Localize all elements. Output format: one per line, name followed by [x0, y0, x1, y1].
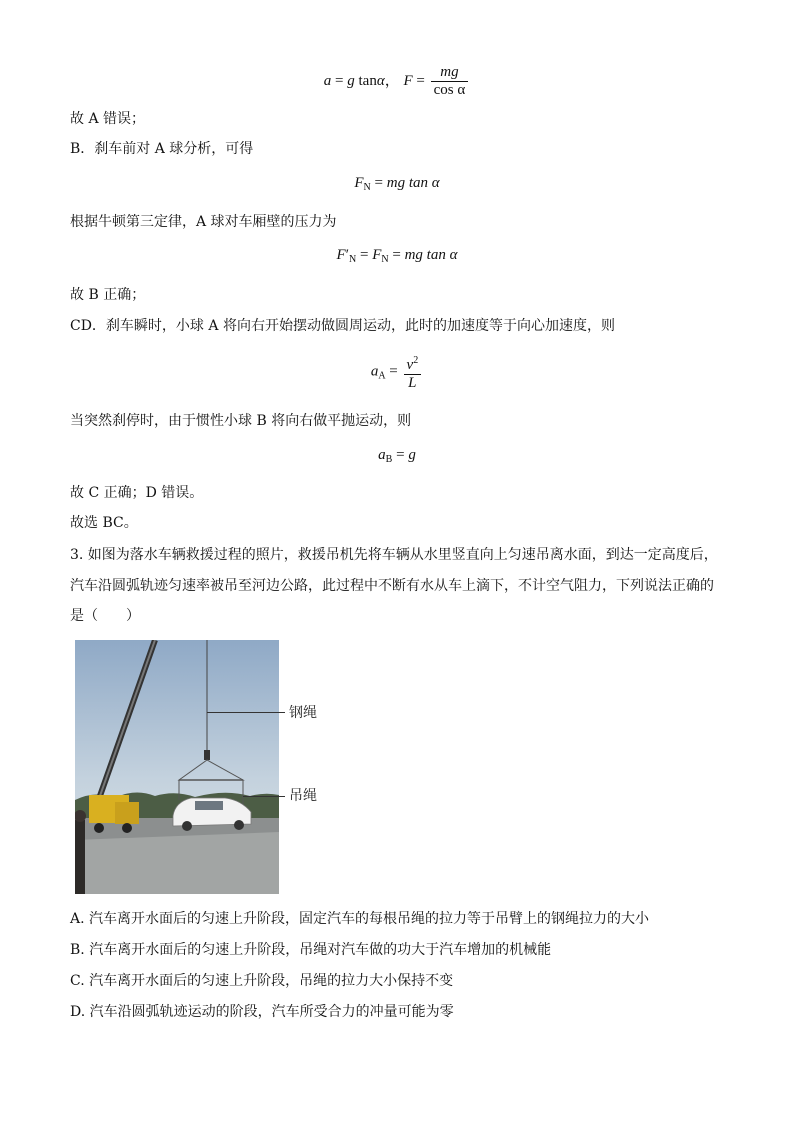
fraction-mg-over-cos: $\frac{mg}{\text{cos α}}$	[431, 64, 469, 99]
callout-line-steel	[207, 712, 285, 713]
formula-pressure-force: $F'_N = F_N$ = mg tan α	[336, 247, 458, 265]
option-b: B. 汽车离开水面后的匀速上升阶段，吊绳对汽车做的功大于汽车增加的机械能	[70, 942, 552, 958]
text-line-4: 故 B 正确；	[70, 287, 146, 303]
formula-acceleration-force: a = g tanα， F = $\frac{mg}{\text{cos α}}$	[0, 64, 794, 99]
question-line-3: 是（ ）	[70, 608, 140, 624]
text-line-5: CD．刹车瞬时，小球 A 将向右开始摆动做圆周运动，此时的加速度等于向心加速度，则	[70, 318, 615, 334]
label-sling: 吊绳	[289, 788, 317, 804]
text-line-7: 故 C 正确；D 错误。	[70, 485, 204, 501]
option-d: D. 汽车沿圆弧轨迹运动的阶段，汽车所受合力的冲量可能为零	[70, 1004, 454, 1020]
label-steel-cable: 钢绳	[289, 705, 317, 721]
question-line-2: 汽车沿圆弧轨迹匀速率被吊至河边公路，此过程中不断有水从车上滴下，不计空气阻力，下列说法正确的	[70, 578, 714, 594]
text-line-3: 根据牛顿第三定律，A 球对车厢壁的压力为	[70, 214, 337, 230]
fraction-v2-over-L: $\frac{v^2}{L}$	[404, 352, 422, 392]
option-c: C. 汽车离开水面后的匀速上升阶段，吊绳的拉力大小保持不变	[70, 973, 454, 989]
question-line-1: 3. 如图为落水车辆救援过程的照片，救援吊机先将车辆从水里竖直向上匀速吊离水面，到达一定高度后，	[70, 547, 718, 563]
text-line-1: 故 A 错误；	[70, 111, 146, 127]
formula-normal-force: $F_N$ = mg tan α	[354, 175, 440, 193]
option-a: A. 汽车离开水面后的匀速上升阶段，固定汽车的每根吊绳的拉力等于吊臂上的钢绳拉力的大小	[70, 911, 650, 927]
text-line-6: 当突然刹停时，由于惯性小球 B 将向右做平抛运动，则	[70, 413, 412, 429]
text-line-8: 故选 BC。	[70, 515, 138, 531]
formula-gravity: $a_B = g$	[378, 447, 416, 465]
text-line-2: B．刹车前对 A 球分析，可得	[70, 141, 254, 157]
callout-line-sling	[243, 796, 285, 797]
rescue-photo	[75, 640, 279, 894]
formula-centripetal: $a_A$ = $\frac{v^2}{L}$	[0, 352, 794, 392]
